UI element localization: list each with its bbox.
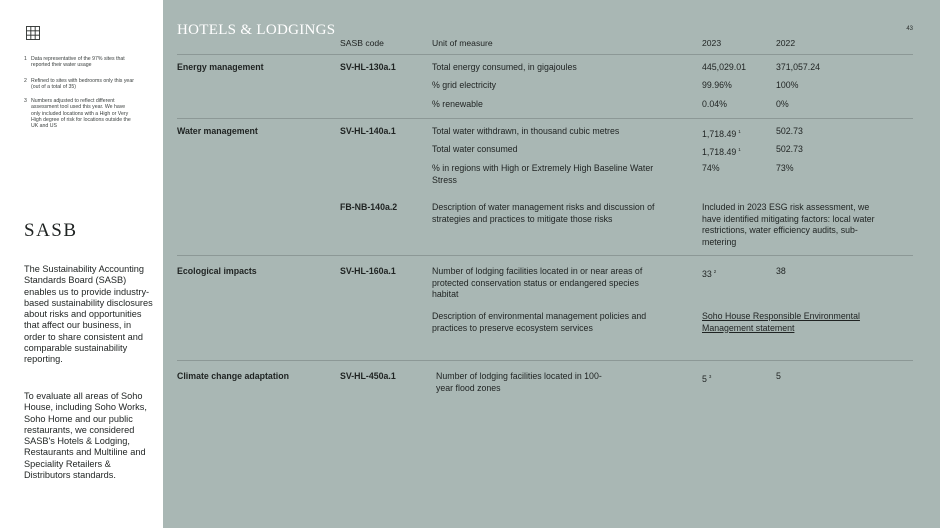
unit-cell: Description of water management risks and discussion of strategies and practices to mitigate those risks — [432, 202, 655, 224]
footnote-text: Data representative of the 97% sites that reported their water usage — [31, 56, 125, 69]
code-ecological: SV-HL-160a.1 — [340, 266, 396, 276]
grid-menu-icon[interactable] — [26, 26, 40, 40]
sidebar — [0, 0, 163, 528]
unit-cell: Number of lodging facilities located in or near areas of protected conservation status or endangered species habitat — [432, 266, 643, 299]
page-title: HOTELS & LODGINGS — [177, 22, 336, 38]
header-sasb-code: SASB code — [340, 38, 384, 48]
value-2022: 0% — [776, 99, 789, 109]
page-number: 43 — [906, 26, 913, 32]
unit-cell: % renewable — [432, 99, 483, 109]
value-2023: 445,029.01 — [702, 62, 747, 72]
value-2023: 0.04% — [702, 99, 727, 109]
value-text: 33 — [702, 268, 712, 279]
value-2022: 73% — [776, 163, 794, 173]
value-2022: 502.73 — [776, 126, 803, 136]
description-cell: Included in 2023 ESG risk assessment, we have identified mitigating factors: local water restrictions, water efficiency audits, sub-metering — [702, 202, 875, 247]
footnote-ref: 2 — [713, 269, 717, 274]
footnote-number: 1 — [24, 56, 27, 62]
value-2023 — [702, 144, 741, 158]
topic-energy: Energy management — [177, 62, 264, 72]
unit-cell: Total water consumed — [432, 144, 518, 154]
value-text: 1,718.49 — [702, 128, 737, 139]
value-text: 1,718.49 — [702, 146, 737, 157]
footnote-ref: 1 — [738, 147, 741, 152]
main-content — [163, 0, 940, 528]
divider — [177, 255, 913, 256]
footnote-1 — [24, 56, 134, 69]
footnote-number: 3 — [24, 98, 27, 104]
unit-cell: Description of environmental management policies and practices to preserve ecosystem services — [432, 311, 647, 333]
sasb-intro-paragraph: The Sustainability Accounting Standards Board (SASB) enables us to provide industry-based sustainability disclosures about risks and opportunities that affect our business, in order to share consistent and comparable sustainability reporting. — [24, 264, 153, 365]
code-water: SV-HL-140a.1 — [340, 126, 396, 136]
unit-cell: Total water withdrawn, in thousand cubic metres — [432, 126, 620, 136]
value-2022: 100% — [776, 80, 799, 90]
header-2022: 2022 — [776, 38, 796, 48]
unit-cell: % in regions with High or Extremely High Baseline Water Stress — [432, 163, 654, 185]
footnote-ref: 1 — [738, 129, 741, 134]
environmental-statement-link[interactable]: Soho House Responsible Environmental Management statement — [702, 311, 860, 333]
code-water-2: FB-NB-140a.2 — [340, 202, 398, 212]
divider — [177, 360, 913, 361]
value-2023 — [702, 126, 741, 140]
divider — [177, 118, 913, 119]
value-2022: 5 — [776, 371, 781, 381]
footnote-3 — [24, 98, 134, 129]
code-climate: SV-HL-450a.1 — [340, 371, 396, 381]
footnote-ref: 3 — [708, 374, 712, 379]
unit-cell: Total energy consumed, in gigajoules — [432, 62, 577, 72]
value-2022: 502.73 — [776, 144, 803, 154]
value-2022: 38 — [776, 266, 786, 276]
divider — [177, 54, 913, 55]
topic-ecological: Ecological impacts — [177, 266, 257, 276]
footnote-text: Numbers adjusted to reflect different assessment tool used this year. We have only included locations with a High or Very High degree of risk for locations outside the UK and US — [31, 98, 131, 130]
sasb-heading: SASB — [24, 220, 78, 241]
code-energy: SV-HL-130a.1 — [340, 62, 396, 72]
topic-climate: Climate change adaptation — [177, 371, 289, 381]
unit-cell: % grid electricity — [432, 80, 497, 90]
footnote-2 — [24, 78, 134, 91]
value-2023 — [702, 371, 711, 385]
value-text: 5 — [702, 373, 707, 384]
value-2023: 99.96% — [702, 80, 732, 90]
footnote-text: Refined to sites with bedrooms only this year (out of a total of 35) — [31, 78, 134, 91]
unit-cell: Number of lodging facilities located in 100-year flood zones — [436, 371, 602, 393]
value-2022: 371,057.24 — [776, 62, 821, 72]
topic-water: Water management — [177, 126, 258, 136]
sasb-scope-paragraph: To evaluate all areas of Soho House, including Soho Works, Soho Home and our public restaurants, we considered SASB's Hotels & Lodging, Restaurants and Multiline and Speciality Retailers & Distributors standards. — [24, 391, 147, 481]
value-2023 — [702, 266, 716, 280]
footnote-number: 2 — [24, 78, 27, 84]
header-2023: 2023 — [702, 38, 722, 48]
value-2023: 74% — [702, 163, 720, 173]
header-unit: Unit of measure — [432, 38, 493, 48]
